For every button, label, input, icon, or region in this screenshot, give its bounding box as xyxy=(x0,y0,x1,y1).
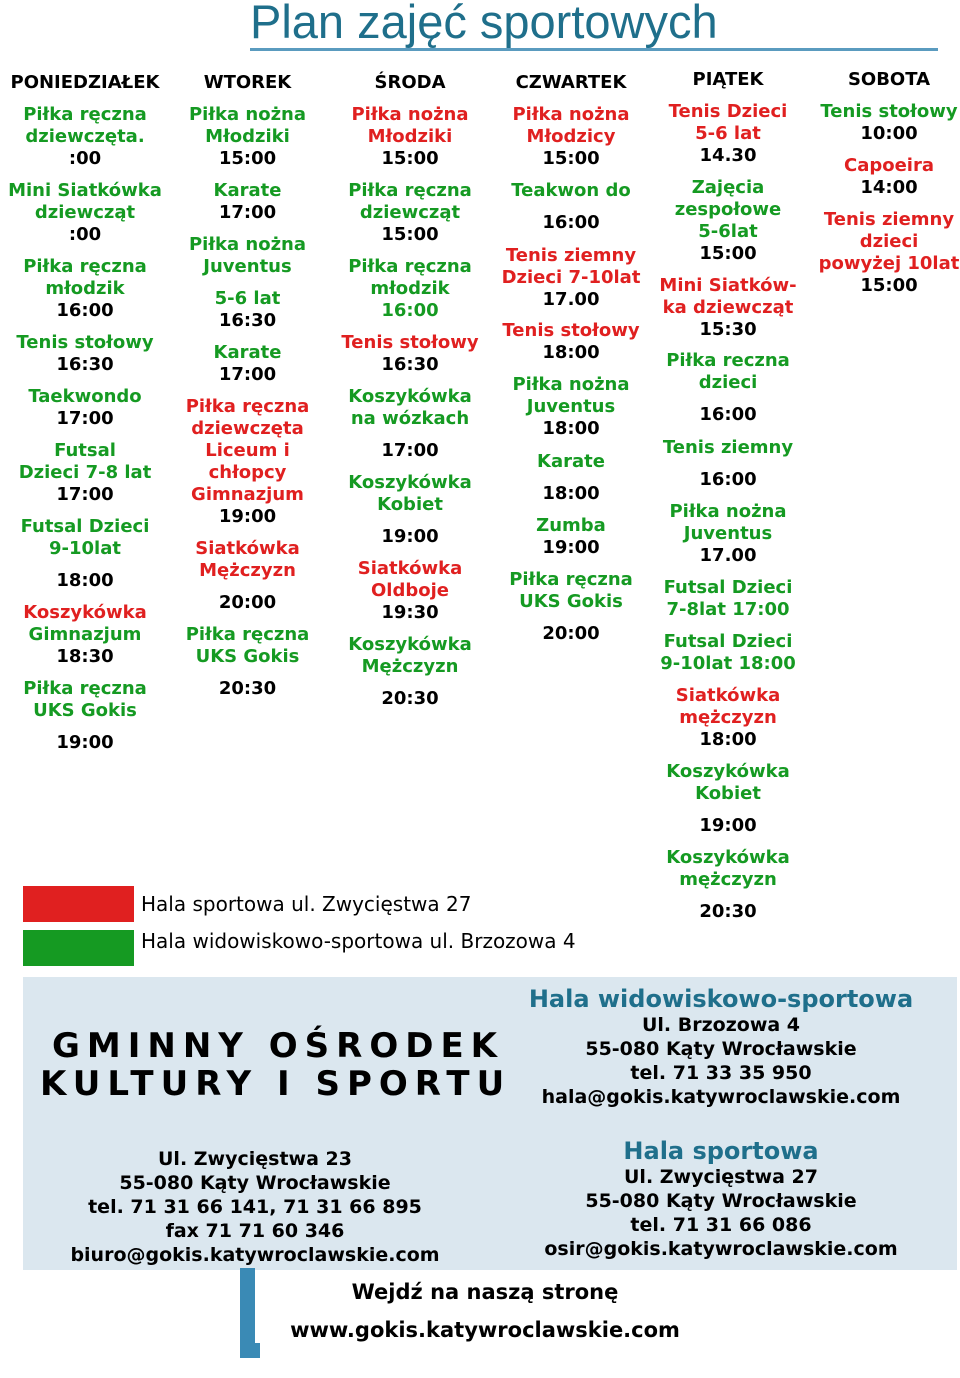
schedule-activity: Piłka nożna xyxy=(188,234,307,255)
org-name-line1: GMINNY OŚRODEK xyxy=(52,1026,505,1066)
schedule-activity: dziewcząt xyxy=(359,202,461,223)
schedule-activity: Tenis ziemny xyxy=(662,437,794,458)
schedule-activity: Mężczyzn xyxy=(361,656,459,677)
schedule-activity: 9-10lat 18:00 xyxy=(660,653,796,674)
schedule-activity: Tenis ziemny xyxy=(505,245,637,266)
schedule-activity: Tenis stołowy xyxy=(16,332,154,353)
schedule-activity: Karate xyxy=(213,180,282,201)
schedule-activity: Zumba xyxy=(536,515,606,536)
schedule-activity: Młodziki xyxy=(367,126,453,147)
schedule-activity: Piłka ręczna xyxy=(348,180,472,201)
schedule-activity: UKS Gokis xyxy=(519,591,623,612)
schedule-activity: Koszykówka xyxy=(666,761,790,782)
schedule-time: :00 xyxy=(68,224,102,245)
gokis-email[interactable]: biuro@gokis.katywroclawskie.com xyxy=(70,1244,440,1266)
schedule-activity: Gimnazjum xyxy=(191,484,304,505)
schedule-activity: UKS Gokis xyxy=(33,700,137,721)
title-underline xyxy=(250,48,938,51)
hala-widowiskowa-title: Hala widowiskowo-sportowa xyxy=(528,985,914,1013)
schedule-activity: Dzieci 7-10lat xyxy=(501,267,641,288)
schedule-activity: Mężczyzn xyxy=(199,560,296,581)
website-invite: Wejdź na naszą stronę xyxy=(351,1280,619,1304)
schedule-time: 18:00 xyxy=(56,570,114,591)
schedule-activity: Siatkówka xyxy=(357,558,463,579)
schedule-activity: Koszykówka xyxy=(348,634,472,655)
schedule-activity: Piłka nożna xyxy=(188,104,307,125)
schedule-activity: dzieci xyxy=(698,372,758,393)
hala-sportowa-title: Hala sportowa xyxy=(623,1137,819,1165)
schedule-activity: mężczyzn xyxy=(679,869,777,890)
day-header-saturday: SOBOTA xyxy=(847,69,931,90)
schedule-activity: Koszykówka xyxy=(348,386,472,407)
schedule-time: 20:00 xyxy=(218,592,277,613)
schedule-activity: Piłka nożna xyxy=(669,501,787,522)
schedule-activity: Siatkówka xyxy=(195,538,300,559)
schedule-activity: Mini Siatkówka xyxy=(8,180,162,201)
org-name-line2: KULTURY I SPORTU xyxy=(40,1064,512,1104)
schedule-activity: Piłka ręczna xyxy=(185,396,310,417)
day-header-thursday: CZWARTEK xyxy=(515,72,627,93)
schedule-time: 19:00 xyxy=(218,506,277,527)
schedule-activity: Teakwon do xyxy=(511,180,631,201)
schedule-activity: Oldboje xyxy=(371,580,449,601)
schedule-activity: Karate xyxy=(537,451,605,472)
hala-widowiskowa-email[interactable]: hala@gokis.katywroclawskie.com xyxy=(541,1086,901,1108)
schedule-time: :00 xyxy=(68,148,102,169)
schedule-activity: Tenis Dzieci xyxy=(668,101,788,122)
gokis-city: 55-080 Kąty Wrocławskie xyxy=(119,1172,391,1194)
schedule-time: 15:30 xyxy=(699,319,757,340)
schedule-activity: Piłka ręczna xyxy=(23,256,147,277)
schedule-activity: Piłka ręczna xyxy=(348,256,472,277)
schedule-time: 19:00 xyxy=(56,732,114,753)
day-header-wednesday: ŚRODA xyxy=(374,72,446,93)
gokis-address xyxy=(55,1147,455,1267)
schedule-activity: Zajęcia xyxy=(691,177,765,198)
hala-sportowa-phone: tel. 71 31 66 086 xyxy=(630,1214,812,1236)
schedule-time: 15:00 xyxy=(381,148,439,169)
schedule-activity: Piłka ręczna xyxy=(185,624,310,645)
schedule-activity: Karate xyxy=(213,342,282,363)
schedule-activity: dziewczęta. xyxy=(25,126,145,147)
schedule-activity: Liceum i xyxy=(205,440,290,461)
schedule-activity: 5-6 lat xyxy=(214,288,281,309)
schedule-activity: powyżej 10lat xyxy=(818,253,960,274)
schedule-time: 19:30 xyxy=(381,602,439,623)
gokis-street: Ul. Zwycięstwa 23 xyxy=(158,1148,352,1170)
hala-sportowa-street: Ul. Zwycięstwa 27 xyxy=(624,1166,818,1188)
schedule-time: 15:00 xyxy=(699,243,757,264)
schedule-activity: chłopcy xyxy=(208,462,287,483)
schedule-activity: 5-6lat xyxy=(698,221,758,242)
schedule-time: 16:00 xyxy=(699,469,757,490)
schedule-activity: dzieci xyxy=(859,231,919,252)
schedule-time: 20:30 xyxy=(218,678,277,699)
hala-widowiskowa-street: Ul. Brzozowa 4 xyxy=(641,1014,801,1036)
schedule-time: 17:00 xyxy=(56,484,114,505)
schedule-time: 18:00 xyxy=(699,729,757,750)
schedule-time: 20:00 xyxy=(542,623,600,644)
schedule-activity: Piłka ręczna xyxy=(23,678,147,699)
legend-green-label: Hala widowiskowo-sportowa ul. Brzozowa 4 xyxy=(141,929,576,953)
schedule-activity: Gimnazjum xyxy=(28,624,142,645)
schedule-activity: Koszykówka xyxy=(23,602,147,623)
schedule-time: 15:00 xyxy=(542,148,600,169)
schedule-activity: Mini Siatków- xyxy=(659,275,797,296)
schedule-activity: Młodziki xyxy=(205,126,290,147)
website-link[interactable]: www.gokis.katywroclawskie.com xyxy=(290,1318,680,1342)
schedule-time: 17:00 xyxy=(381,440,439,461)
schedule-time: 19:00 xyxy=(699,815,757,836)
schedule-time: 16:30 xyxy=(381,354,439,375)
schedule-activity: Futsal xyxy=(54,440,116,461)
schedule-time: 14:00 xyxy=(860,177,918,198)
gokis-fax: fax 71 71 60 346 xyxy=(165,1220,345,1242)
legend-red-swatch xyxy=(23,886,134,922)
schedule-time: 15:00 xyxy=(860,275,918,296)
schedule-time: 18:30 xyxy=(56,646,114,667)
schedule-activity: dziewczęta xyxy=(191,418,304,439)
schedule-activity: 16:00 xyxy=(381,300,439,321)
day-header-friday: PIĄTEK xyxy=(692,69,764,90)
schedule-activity: dziewcząt xyxy=(34,202,136,223)
schedule-activity: zespołowe xyxy=(674,199,782,220)
schedule-activity: Piłka nożna xyxy=(512,374,630,395)
schedule-activity: młodzik xyxy=(45,278,125,299)
schedule-time: 18:00 xyxy=(542,483,600,504)
schedule-time: 18:00 xyxy=(542,418,600,439)
schedule-activity: Tenis stołowy xyxy=(820,101,958,122)
decor-corner-foot xyxy=(240,1343,260,1358)
schedule-time: 18:00 xyxy=(542,342,600,363)
schedule-activity: Piłka nożna xyxy=(512,104,630,125)
schedule-activity: 9-10lat xyxy=(49,538,121,559)
hala-widowiskowa-city: 55-080 Kąty Wrocławskie xyxy=(585,1038,857,1060)
schedule-activity: Tenis ziemny xyxy=(823,209,955,230)
legend-red-label: Hala sportowa ul. Zwycięstwa 27 xyxy=(141,892,472,916)
schedule-time: 17:00 xyxy=(218,202,277,223)
schedule-activity: Futsal Dzieci xyxy=(663,631,793,652)
schedule-time: 16:00 xyxy=(56,300,114,321)
schedule-time: 17.00 xyxy=(542,289,600,310)
schedule-activity: Siatkówka xyxy=(675,685,781,706)
schedule-activity: Kobiet xyxy=(695,783,761,804)
schedule-time: 16:00 xyxy=(699,404,757,425)
schedule-activity: Młodzicy xyxy=(526,126,616,147)
schedule-activity: Piłka reczna xyxy=(666,350,790,371)
schedule-time: 14.30 xyxy=(699,145,757,166)
schedule-activity: Juventus xyxy=(683,523,773,544)
hala-sportowa-email[interactable]: osir@gokis.katywroclawskie.com xyxy=(544,1238,898,1260)
schedule-time: 20:30 xyxy=(381,688,439,709)
schedule-activity: Tenis stołowy xyxy=(341,332,479,353)
schedule-time: 16:00 xyxy=(542,212,600,233)
hala-sportowa-address xyxy=(500,1137,942,1261)
schedule-time: 16:30 xyxy=(218,310,277,331)
schedule-activity: młodzik xyxy=(370,278,450,299)
day-header-monday: PONIEDZIAŁEK xyxy=(10,72,160,93)
schedule-time: 17:00 xyxy=(56,408,114,429)
schedule-activity: Piłka ręczna xyxy=(23,104,147,125)
schedule-time: 16:30 xyxy=(56,354,114,375)
schedule-activity: Capoeira xyxy=(843,155,934,176)
schedule-activity: Piłka nożna xyxy=(351,104,469,125)
schedule-activity: Dzieci 7-8 lat xyxy=(18,462,152,483)
schedule-activity: Futsal Dzieci xyxy=(663,577,793,598)
schedule-time: 19:00 xyxy=(542,537,600,558)
schedule-activity: Piłka ręczna xyxy=(509,569,633,590)
schedule-activity: 5-6 lat xyxy=(695,123,761,144)
day-header-tuesday: WTOREK xyxy=(203,72,292,93)
schedule-time: 15:00 xyxy=(381,224,439,245)
schedule-activity: Koszykówka xyxy=(348,472,472,493)
schedule-activity: na wózkach xyxy=(350,408,470,429)
schedule-time: 17:00 xyxy=(218,364,277,385)
hala-widowiskowa-address xyxy=(500,985,942,1109)
schedule-time: 10:00 xyxy=(860,123,918,144)
schedule-time: 19:00 xyxy=(381,526,439,547)
legend-green-swatch xyxy=(23,930,134,966)
gokis-phone: tel. 71 31 66 141, 71 31 66 895 xyxy=(88,1196,422,1218)
schedule-activity: Juventus xyxy=(203,256,292,277)
hala-sportowa-city: 55-080 Kąty Wrocławskie xyxy=(585,1190,857,1212)
schedule-activity: Kobiet xyxy=(377,494,443,515)
schedule-activity: Futsal Dzieci xyxy=(20,516,150,537)
schedule-activity: UKS Gokis xyxy=(195,646,300,667)
schedule-time: 17.00 xyxy=(699,545,757,566)
schedule-activity: Tenis stołowy xyxy=(502,320,640,341)
schedule-activity: 7-8lat 17:00 xyxy=(666,599,790,620)
schedule-activity: ka dziewcząt xyxy=(662,297,794,318)
schedule-time: 20:30 xyxy=(699,901,757,922)
schedule-activity: Taekwondo xyxy=(28,386,142,407)
schedule-activity: Juventus xyxy=(526,396,616,417)
schedule-activity: mężczyzn xyxy=(679,707,777,728)
schedule-activity: Koszykówka xyxy=(666,847,790,868)
page-title: Plan zajęć sportowych xyxy=(250,0,718,48)
hala-widowiskowa-phone: tel. 71 33 35 950 xyxy=(630,1062,812,1084)
schedule-time: 15:00 xyxy=(218,148,277,169)
